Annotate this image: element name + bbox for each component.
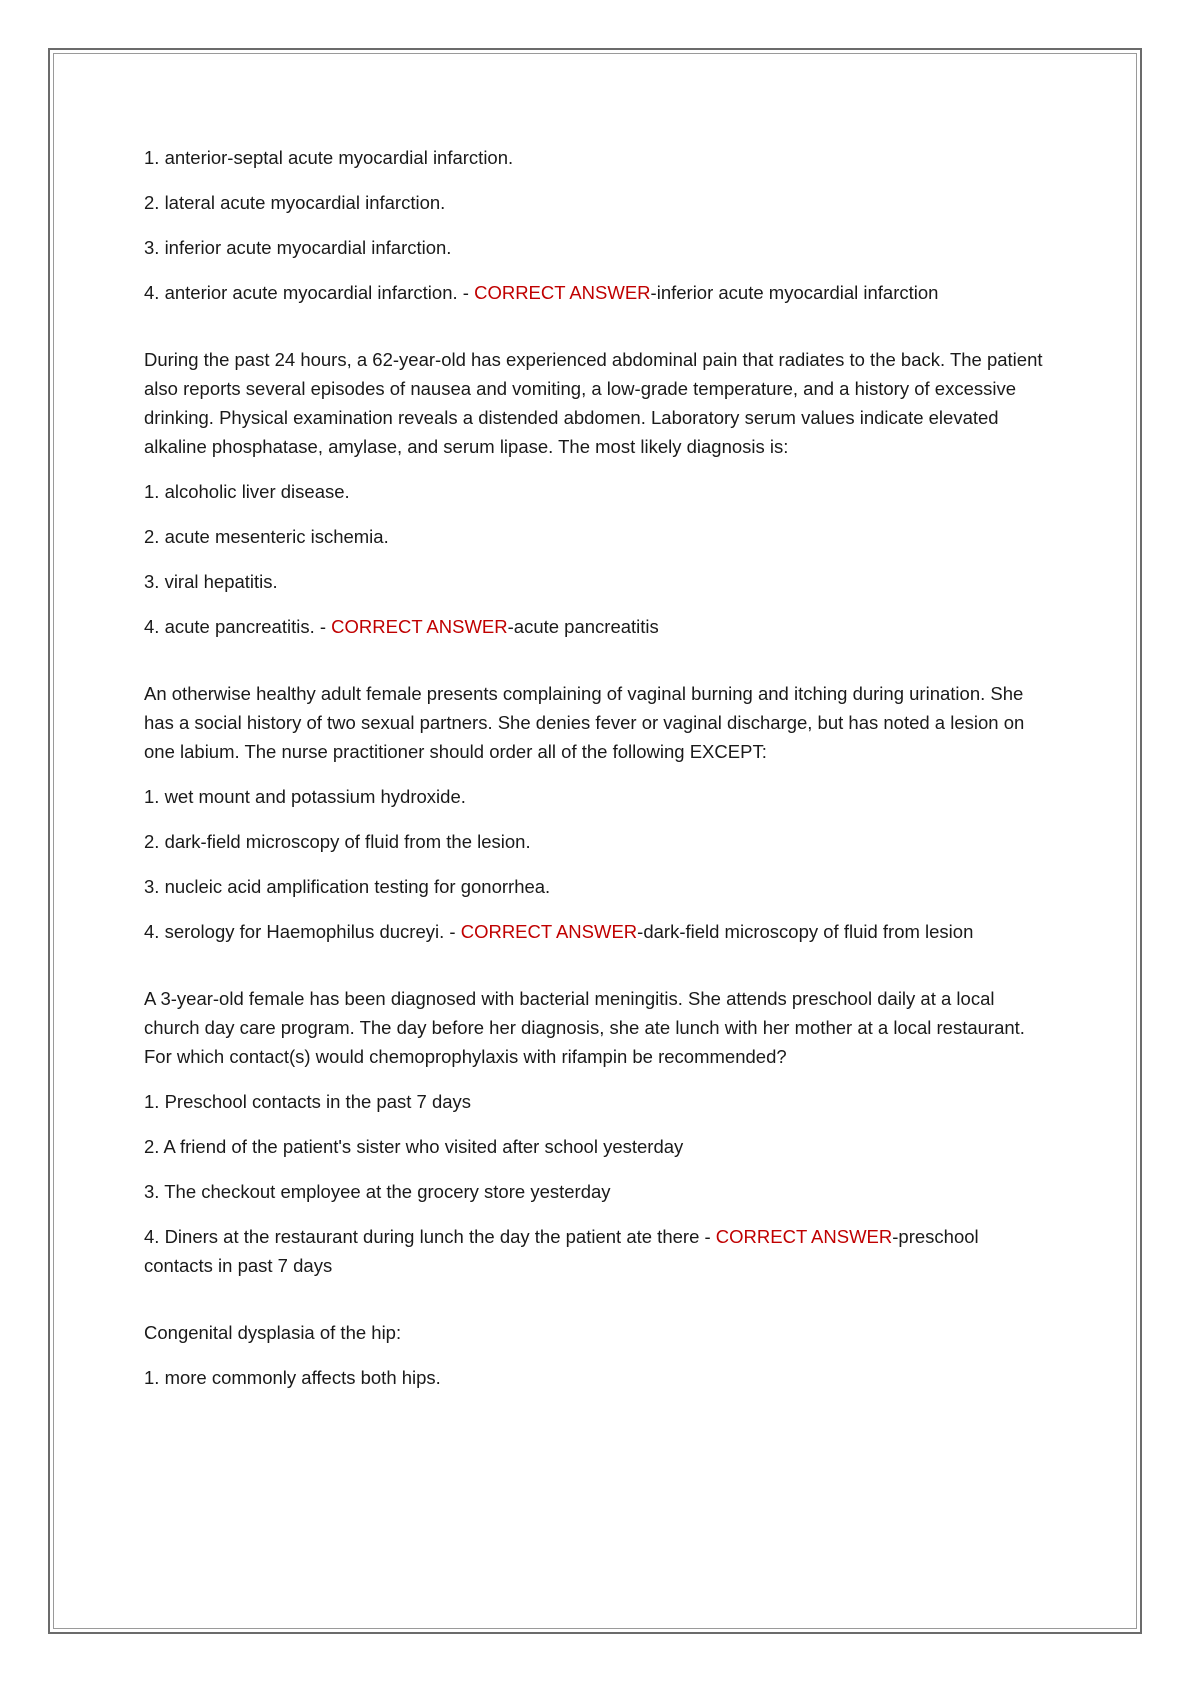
question-stem: An otherwise healthy adult female presents complaining of vaginal burning and itching during urination. She has a social history of two sexual partners. She denies fever or vaginal discharge, but has noted a lesion on one labium. The nurse practitioner should order all of the following EXCEPT: (144, 683, 1025, 762)
option-1: 1. alcoholic liver disease. (144, 481, 350, 502)
question-4 (144, 984, 1044, 1280)
option-2: 2. A friend of the patient's sister who visited after school yesterday (144, 1136, 684, 1157)
option-4-with-answer: 4. anterior acute myocardial infarction. - CORRECT ANSWER-inferior acute myocardial infarction (144, 282, 939, 303)
correct-answer-text: -inferior acute myocardial infarction (650, 282, 939, 303)
option-3: 3. viral hepatitis. (144, 571, 278, 592)
correct-answer-label: CORRECT ANSWER (715, 1226, 893, 1247)
option-3: 3. The checkout employee at the grocery store yesterday (144, 1181, 611, 1202)
question-3 (144, 679, 1044, 946)
option-1: 1. wet mount and potassium hydroxide. (144, 786, 466, 807)
option-4-with-answer: 4. Diners at the restaurant during lunch the day the patient ate there - CORRECT ANSWER-preschool contacts in past 7 days (144, 1226, 979, 1276)
question-5 (144, 1318, 1044, 1392)
question-stem: Congenital dysplasia of the hip: (144, 1322, 402, 1343)
option-2: 2. dark-field microscopy of fluid from the lesion. (144, 831, 531, 852)
question-2 (144, 345, 1044, 641)
option-2: 2. acute mesenteric ischemia. (144, 526, 389, 547)
document-body (144, 143, 1044, 1392)
correct-answer-text: -dark-field microscopy of fluid from lesion (637, 921, 974, 942)
option-4-with-answer: 4. acute pancreatitis. - CORRECT ANSWER-acute pancreatitis (144, 616, 659, 637)
option-4-with-answer: 4. serology for Haemophilus ducreyi. - CORRECT ANSWER-dark-field microscopy of fluid from lesion (144, 921, 974, 942)
option-3: 3. inferior acute myocardial infarction. (144, 237, 452, 258)
question-stem: During the past 24 hours, a 62-year-old has experienced abdominal pain that radiates to the back. The patient also reports several episodes of nausea and vomiting, a low-grade temperature, and a history of excessive drinking. Physical examination reveals a distended abdomen. Laboratory serum values indicate elevated alkaline phosphatase, amylase, and serum lipase. The most likely diagnosis is: (144, 349, 1043, 457)
correct-answer-text: -preschool contacts in past 7 days (144, 1226, 979, 1276)
question-stem: A 3-year-old female has been diagnosed with bacterial meningitis. She attends preschool daily at a local church day care program. The day before her diagnosis, she ate lunch with her mother at a local restaurant. For which contact(s) would chemoprophylaxis with rifampin be recommended? (144, 988, 1025, 1067)
option-1: 1. Preschool contacts in the past 7 days (144, 1091, 472, 1112)
option-3: 3. nucleic acid amplification testing for gonorrhea. (144, 876, 551, 897)
option-1: 1. anterior-septal acute myocardial infarction. (144, 147, 514, 168)
correct-answer-text: -acute pancreatitis (507, 616, 659, 637)
option-1: 1. more commonly affects both hips. (144, 1367, 441, 1388)
question-1 (144, 143, 1044, 307)
correct-answer-label: CORRECT ANSWER (331, 616, 508, 637)
correct-answer-label: CORRECT ANSWER (460, 921, 638, 942)
option-2: 2. lateral acute myocardial infarction. (144, 192, 446, 213)
correct-answer-label: CORRECT ANSWER (474, 282, 651, 303)
